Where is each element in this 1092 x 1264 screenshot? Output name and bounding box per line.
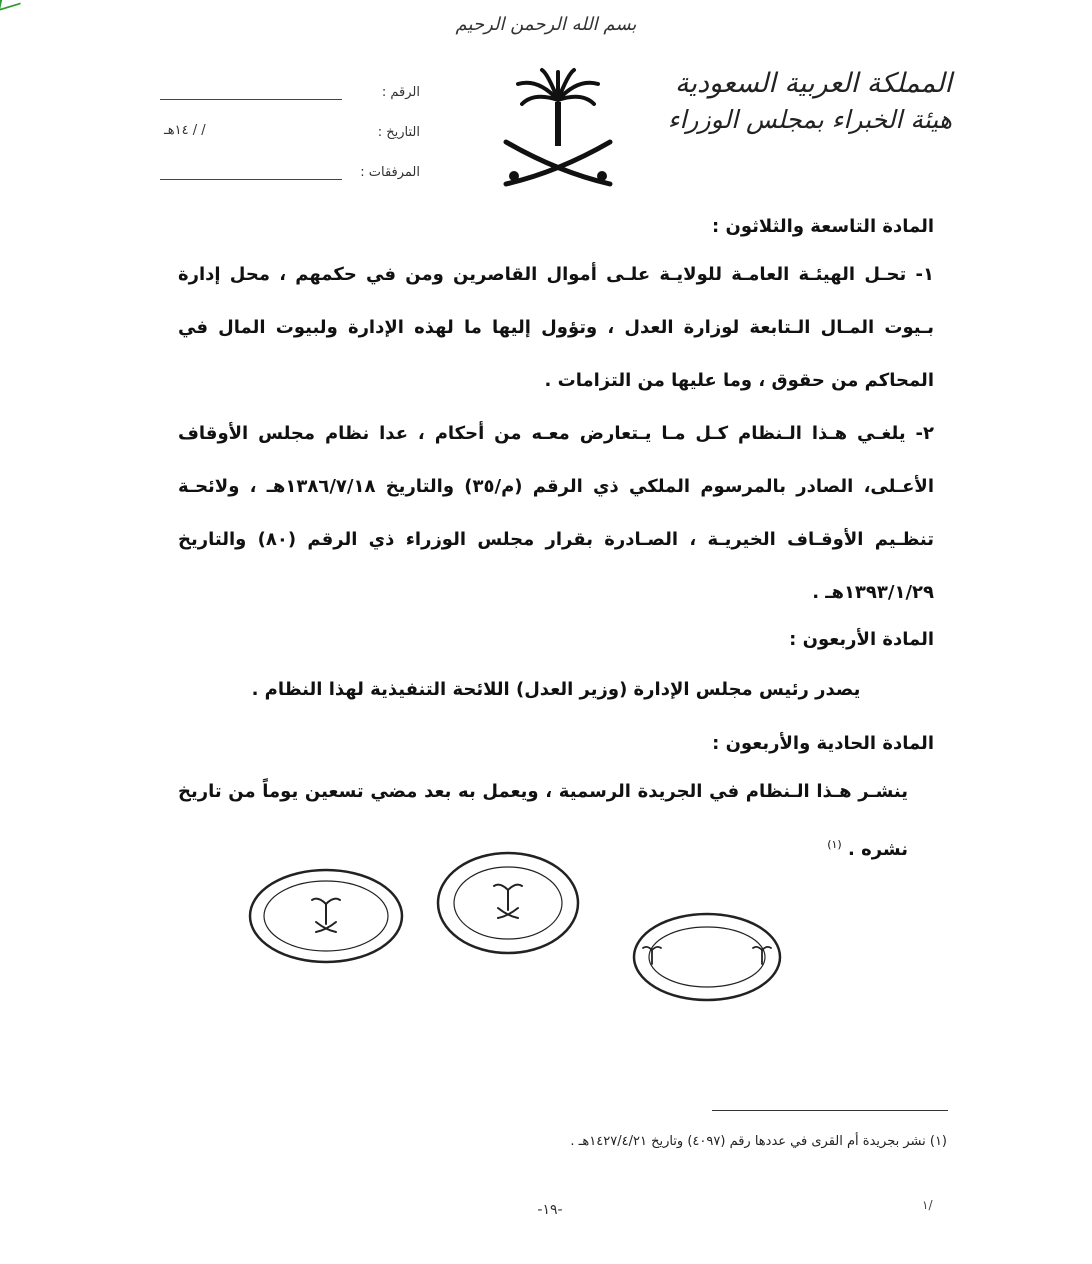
organization-header [652, 66, 952, 138]
attachments-label: المرفقات : [360, 165, 420, 180]
saudi-emblem-icon [498, 64, 618, 189]
basmala: بسم الله الرحمن الرحيم [455, 14, 637, 35]
article-41-text: ينشـر هـذا الـنظام في الجريدة الرسمية ، ويعمل به بعد مضي تسعين يوماً من تاريخ نشره . [178, 781, 908, 860]
date-label: التاريخ : [377, 125, 420, 140]
article-39-heading: المادة التاسعة والثلاثون : [712, 216, 934, 237]
seal-experts-commission [246, 866, 406, 966]
article-40-text: يصدر رئيس مجلس الإدارة (وزير العدل) اللائحة التنفيذية لهذا النظام . [251, 679, 861, 700]
reference-fields [160, 60, 420, 180]
date-value: / / ١٤هـ [164, 123, 206, 138]
corner-check-mark [0, 0, 23, 11]
page-number: -١٩- [537, 1202, 563, 1218]
org-authority-name: هيئة الخبراء بمجلس الوزراء [667, 105, 952, 134]
footnote-separator [712, 1110, 948, 1111]
seal-true-copy [630, 910, 784, 1004]
document-body [178, 206, 934, 876]
footnote-reference: (١) [827, 838, 842, 851]
article-40-heading: المادة الأربعون : [789, 629, 934, 650]
org-country-name: المملكة العربية السعودية [674, 68, 952, 99]
ref-number-line [160, 79, 342, 100]
attachments-line [160, 159, 342, 180]
corner-annotation: ١/ [922, 1198, 933, 1212]
date-line [160, 120, 342, 140]
footnote: (١) نشر بجريدة أم القرى في عددها رقم (٤٠٩٧) وتاريخ ١٤٢٧/٤/٢١هـ . [570, 1134, 947, 1149]
article-39-item-1: ١- تحـل الهيئـة العامـة للولايـة علـى أموال القاصرين ومن في حكمهم ، محل إدارة بـيوت المـال الـتابعة لوزارة العدل ، وتؤول إليها ما لهذه الإدارة ولبيوت المال في المحاكم من حقوق ، وما عليها من التزامات . [178, 264, 934, 391]
article-41-heading: المادة الحادية والأربعون : [712, 733, 934, 754]
article-39-item-2: ٢- يلغـي هـذا الـنظام كـل مـا يـتعارض معـه من أحكام ، عدا نظام مجلس الأوقاف الأعـلى، الصادر بالمرسوم الملكي ذي الرقم (م/٣٥) والتاريخ ١٣٨٦/٧/١٨هـ ، ولائحـة تنظـيم الأوقـاف الخيريـة ، الصـادرة بقرار مجلس الوزراء ذي الرقم (٨٠) والتاريخ ١٣٩٣/١/٢٩هـ . [178, 423, 934, 603]
seal-general-secretariat [434, 848, 582, 958]
ref-number-label: الرقم : [381, 85, 420, 100]
